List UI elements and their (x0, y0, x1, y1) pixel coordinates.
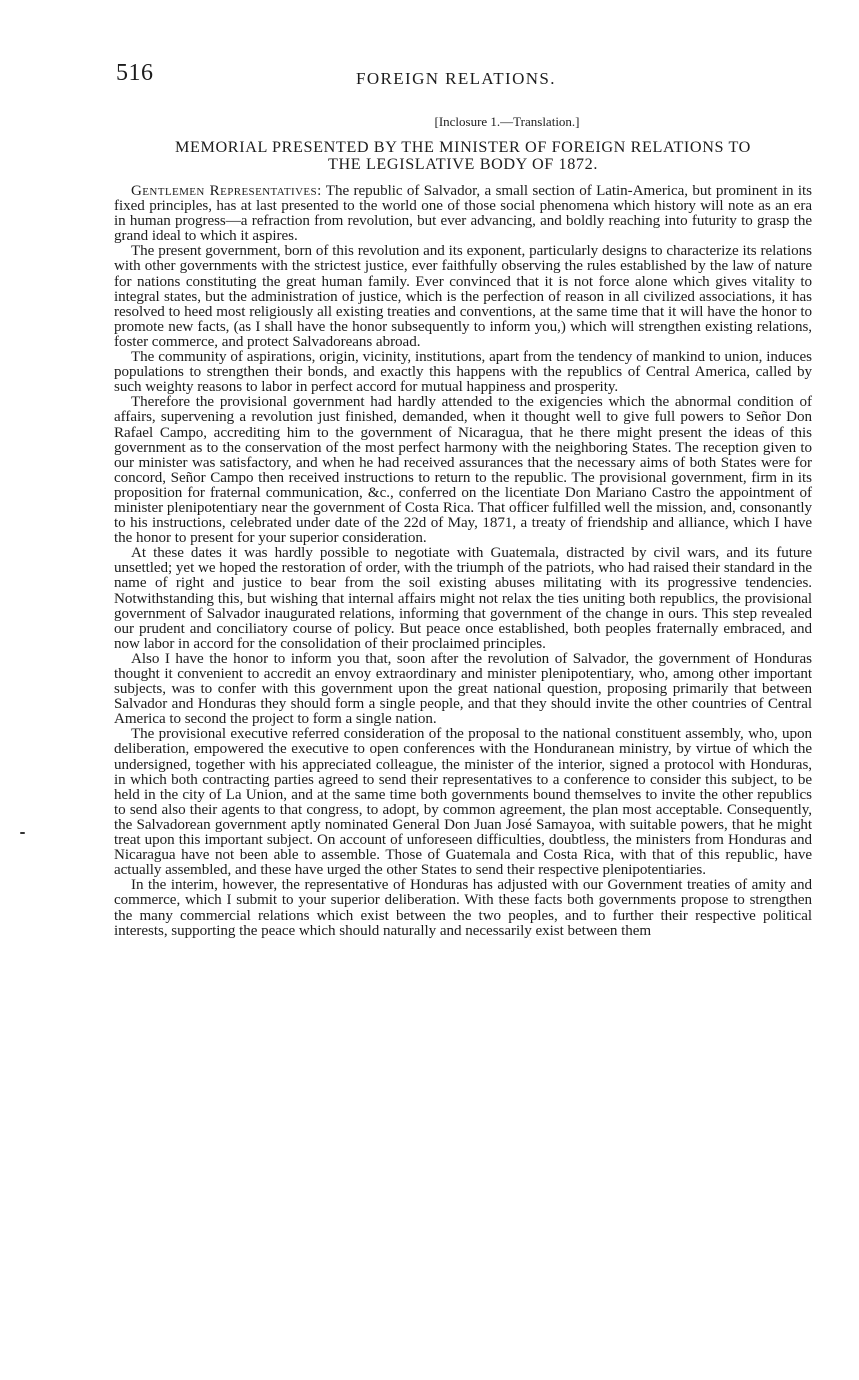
paragraph-7: The provisional executive referred consideration of the proposal to the national constituent assembly, who, upon deliberation, empowered the executive to open conferences with the Honduranean ministry, by virtue of which the undersigned, together with his appreciated colleague, the minister of the interior, signed a protocol with Honduras, in which both contracting parties agreed to send their representatives to a conference to consider this subject, to be held in the city of La Union, and at the same time both governments bound themselves to invite the other republics to send also their agents to that congress, to adopt, by common agreement, the plan most acceptable. Consequently, the Salvadorean government aptly nominated General Don Juan José Samayoa, with suitable powers, that he might treat upon this important subject. On account of unforeseen difficulties, doubtless, the ministers from Honduras and Nicaragua have not been able to assemble. Those of Guatemala and Costa Rica, with that of this republic, have actually assembled, and these have urged the other States to send their respective plenipotentiaries. (114, 726, 812, 879)
paragraph-1 (114, 184, 812, 244)
paragraph-4: Therefore the provisional government had hardly attended to the exigencies which the abnormal condition of affairs, supervening a revolution just finished, demanded, when it thought well to give full powers to Señor Don Rafael Campo, accrediting him to the government of Nicaragua, that he there might present the ideas of this government as to the conservation of the most perfect harmony with the neighboring States. The reception given to our minister was satisfactory, and when he had received assurances that the necessary aims of both States were for concord, Señor Campo then received instructions to return to the republic. The provisional government, firm in its proposition for fraternal communication, &c., conferred on the licentiate Don Mariano Castro the appointment of minister plenipotentiary near the government of Costa Rica. That officer fulfilled well the mission, and, consonantly to his instructions, celebrated under date of the 22d of May, 1871, a treaty of friendship and alliance, which I have the honor to present for your superior consideration. (114, 394, 812, 547)
memorial-title-line-1: MEMORIAL PRESENTED BY THE MINISTER OF FOREIGN RELATIONS TO (175, 138, 751, 156)
paragraph-1-text: The republic of Salvador, a small section of Latin-America, but prominent in its fixed principles, has at last presented to the world one of those social phenomena which history will note as an era in human progress—a refraction from revolution, but ever advancing, and boldly reaching into futurity to grasp the grand ideal to which it aspires. (114, 183, 813, 245)
paragraph-5: At these dates it was hardly possible to negotiate with Guatemala, distracted by civil wars, and its future unsettled; yet we hoped the restoration of order, with the triumph of the patriots, who had raised their standard in the name of right and justice to bear from the soil existing abuses militating with its progressive tendencies. Notwithstanding this, but wishing that internal affairs might not relax the ties uniting both republics, the provisional government of Salvador inaugurated relations, informing that government of the change in ours. This step revealed our prudent and conciliatory course of policy. But peace once established, both peoples fraternally embraced, and now labor in accord for the consolidation of their proclaimed principles. (114, 545, 812, 652)
document-page (114, 56, 812, 939)
memorial-body (114, 184, 812, 939)
scan-speck (20, 832, 25, 834)
memorial-title-line-2: THE LEGISLATIVE BODY OF 1872. (328, 155, 598, 173)
paragraph-3: The community of aspirations, origin, vicinity, institutions, apart from the tendency of mankind to union, induces populations to strengthen their bonds, and exactly this happens with the republics of Central America, called by such weighty reasons to labor in perfect accord for mutual happiness and prosperity. (114, 349, 812, 396)
running-head: FOREIGN RELATIONS. (356, 69, 556, 88)
page-header (114, 56, 812, 96)
memorial-title (114, 139, 812, 173)
salutation: Gentlemen Representatives: (131, 183, 322, 199)
page-number: 516 (116, 60, 154, 86)
paragraph-8: In the interim, however, the representative of Honduras has adjusted with our Government treaties of amity and commerce, which I submit to your superior deliberation. With these facts both governments propose to strengthen the many commercial relations which exist between the two peoples, and to further their respective political interests, supporting the peace which should naturally and necessarily exist between them (114, 877, 812, 939)
paragraph-2: The present government, born of this revolution and its exponent, particularly designs to characterize its relations with other governments with the strictest justice, ever faithfully observing the rules established by the law of nature for nations constituting the great human family. Ever convinced that it is not force alone which gives vitality to integral states, but the administration of justice, which is the perfection of reason in all civilized associations, it has resolved to heed most religiously all existing treaties and conventions, at the same time that it will have the honor to promote new facts, (as I shall have the honor subsequently to inform you,) which will strengthen existing relations, foster commerce, and protect Salvadoreans abroad. (114, 243, 812, 350)
paragraph-6: Also I have the honor to inform you that, soon after the revolution of Salvador, the government of Honduras thought it convenient to accredit an envoy extraordinary and minister plenipotentiary, who, among other important subjects, was to confer with this government upon the great national question, proposing primarily that between Salvador and Honduras they should form a single people, and that they should invite the other countries of Central America to second the project to form a single nation. (114, 650, 812, 728)
inclosure-note: [Inclosure 1.—Translation.] (434, 114, 580, 129)
